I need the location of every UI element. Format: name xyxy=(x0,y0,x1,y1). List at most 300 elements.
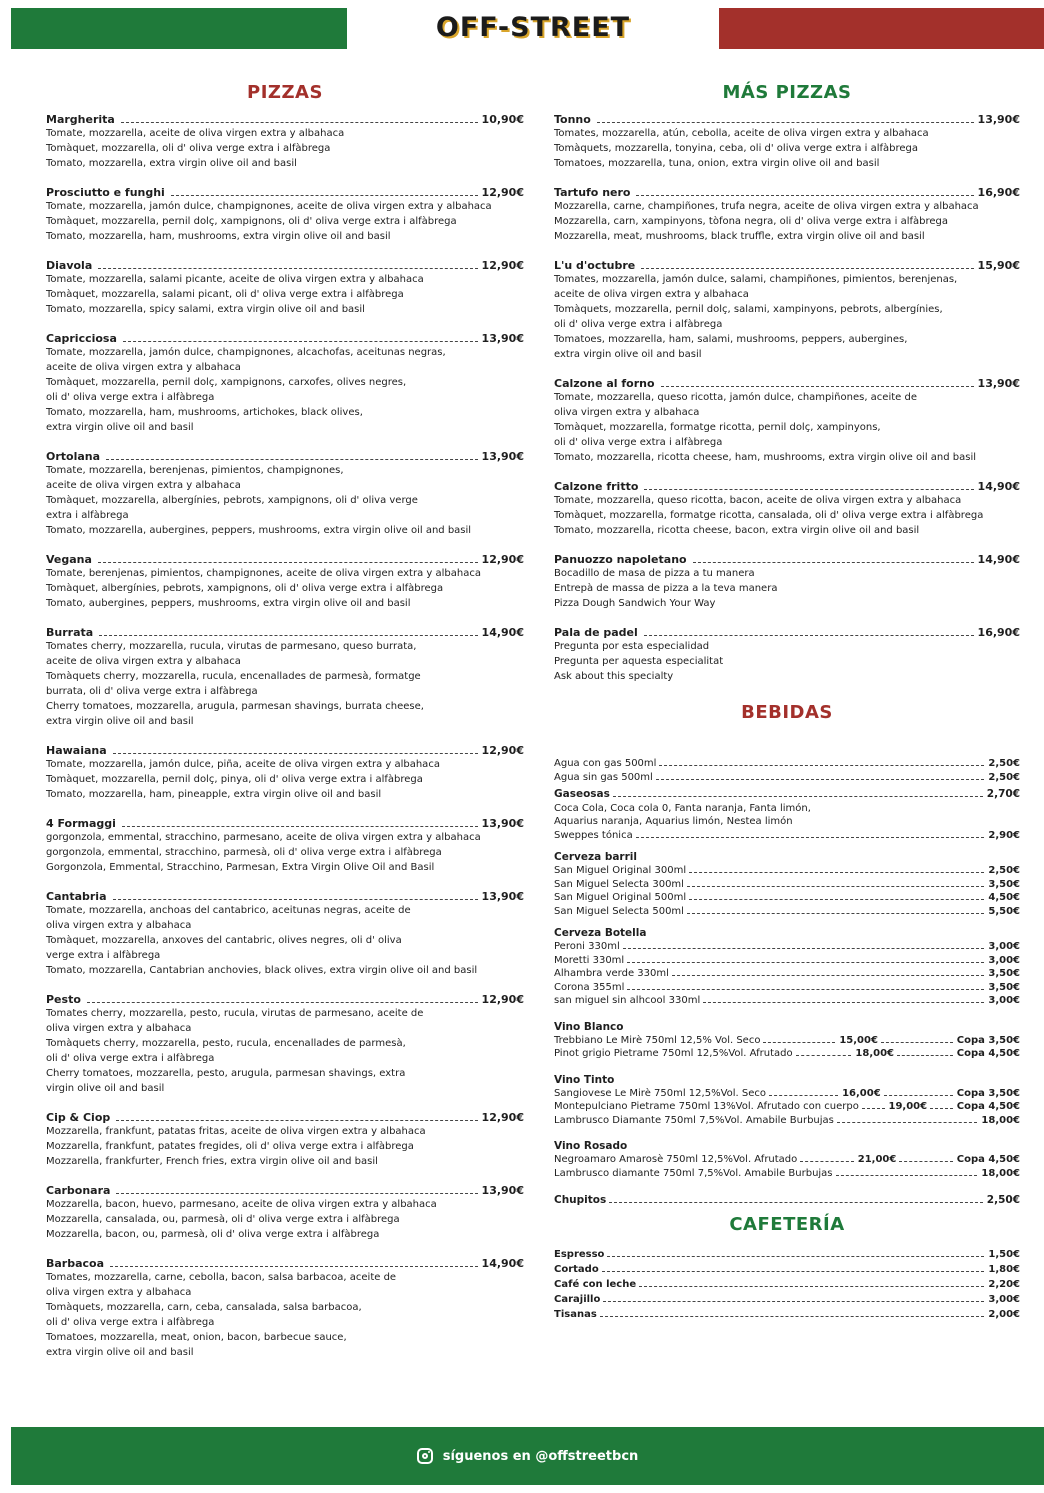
wine-name: Sangiovese Le Mirè 750ml 12,5%Vol. Seco xyxy=(554,1087,767,1099)
dot-leader xyxy=(116,1120,477,1121)
pizza-item xyxy=(46,626,524,729)
group-title: Gaseosas xyxy=(554,788,610,800)
mas-pizzas-list xyxy=(554,113,1020,684)
price-row xyxy=(554,829,1020,843)
dot-leader xyxy=(897,1055,953,1056)
item-header xyxy=(46,186,524,199)
dot-leader xyxy=(171,195,478,196)
price-row xyxy=(554,905,1020,919)
item-header xyxy=(46,1111,524,1124)
cafe-price: 2,20€ xyxy=(988,1278,1020,1290)
item-name: Hawaiana xyxy=(46,744,107,757)
wine-row xyxy=(554,1153,1020,1167)
description-line: extra virgin olive oil and basil xyxy=(46,1347,194,1358)
item-name: Cantabria xyxy=(46,890,107,903)
dot-leader xyxy=(639,1286,984,1287)
item-header xyxy=(554,186,1020,199)
cafe-row xyxy=(554,1292,1020,1307)
dot-leader xyxy=(796,1055,852,1056)
wine-glass-price: Copa 4,50€ xyxy=(956,1048,1021,1059)
description-line: Tomate, berenjenas, pimientos, champignones, aceite de oliva virgen extra y albahaca xyxy=(46,568,481,579)
description-line: Mozzarella, frankfurter, French fries, extra virgin olive oil and basil xyxy=(46,1156,378,1167)
drink-name: Agua sin gas 500ml xyxy=(554,771,653,783)
dot-leader xyxy=(687,913,984,914)
wine-bottle-price: 19,00€ xyxy=(888,1101,928,1112)
description-line: Tomate, mozzarella, anchoas del cantabrico, aceitunas negras, aceite de xyxy=(46,905,411,916)
description-line: Tomàquet, mozzarella, pernil dolç, pinya, oli d' oliva verge extra i alfàbrega xyxy=(46,774,423,785)
description-line: aceite de oliva virgen extra y albahaca xyxy=(554,289,749,300)
cerveza-botella-heading: Cerveza Botella xyxy=(554,927,647,939)
description-line: Cherry tomatoes, mozzarella, arugula, parmesan shavings, burrata cheese, xyxy=(46,701,424,712)
mas-pizza-item xyxy=(554,626,1020,684)
drink-price: 3,50€ xyxy=(988,981,1020,993)
description-line: Tomàquet, mozzarella, salami picant, oli d' oliva verge extra i alfàbrega xyxy=(46,289,404,300)
wine-name: Lambrusco diamante 750ml 7,5%Vol. Amabile Burbujas xyxy=(554,1167,833,1179)
item-description xyxy=(46,830,524,875)
dot-leader xyxy=(613,796,983,797)
description-line: extra i alfàbrega xyxy=(46,510,129,521)
description-line: Mozzarella, carn, xampinyons, tòfona negra, oli d' oliva verge extra i alfàbrega xyxy=(554,216,948,227)
dot-leader xyxy=(659,765,984,766)
item-description xyxy=(46,566,524,611)
pizza-item xyxy=(46,993,524,1096)
brand-logo: OFF-STREET xyxy=(435,12,631,43)
dot-leader xyxy=(87,1002,478,1003)
item-name: Calzone fritto xyxy=(554,480,639,493)
description-line: Tomate, mozzarella, queso ricotta, jamón dulce, champiñones, aceite de xyxy=(554,392,917,403)
cafeteria-heading: CAFETERÍA xyxy=(729,1213,845,1235)
dot-leader xyxy=(837,1122,978,1123)
dot-leader xyxy=(110,1266,478,1267)
dot-leader xyxy=(98,268,477,269)
mas-pizza-item xyxy=(554,377,1020,465)
dot-leader xyxy=(607,1256,984,1257)
description-line: Bocadillo de masa de pizza a tu manera xyxy=(554,568,755,579)
item-header xyxy=(46,744,524,757)
dot-leader xyxy=(106,459,478,460)
pizza-item xyxy=(46,553,524,611)
wine-bottle-price: 16,00€ xyxy=(842,1087,881,1099)
item-name: Carbonara xyxy=(46,1184,111,1197)
description-line: Mozzarella, carne, champiñones, trufa negra, aceite de oliva virgen extra y albahaca xyxy=(554,201,979,212)
description-line: Tomates, mozzarella, jamón dulce, salami, champiñones, pimientos, berenjenas, xyxy=(554,274,958,285)
pizza-item xyxy=(46,1257,524,1360)
item-description xyxy=(46,345,524,435)
item-header xyxy=(46,450,524,463)
instagram-icon[interactable] xyxy=(417,1448,433,1464)
pizza-item xyxy=(46,259,524,317)
item-header xyxy=(554,113,1020,126)
item-name: Calzone al forno xyxy=(554,377,655,390)
item-price: 13,90€ xyxy=(481,817,524,830)
item-price: 14,90€ xyxy=(481,626,524,639)
description-line: Tomato, aubergines, peppers, mushrooms, extra virgin olive oil and basil xyxy=(46,598,411,609)
item-description xyxy=(46,463,524,538)
footer-social-text[interactable]: síguenos en @offstreetbcn xyxy=(442,1448,639,1464)
item-price: 13,90€ xyxy=(977,377,1020,390)
description-line: oli d' oliva verge extra i alfàbrega xyxy=(46,1053,215,1064)
drink-name: San Miguel Original 500ml xyxy=(554,892,687,903)
wine-name: Montepulciano Pietrame 750ml 13%Vol. Afrutado con cuerpo xyxy=(554,1101,859,1112)
wine-glass-price: Copa 3,50€ xyxy=(956,1087,1020,1099)
wine-row xyxy=(554,1100,1020,1114)
cafe-row xyxy=(554,1307,1020,1322)
item-price: 13,90€ xyxy=(481,890,524,903)
description-line: oli d' oliva verge extra i alfàbrega xyxy=(46,1317,215,1328)
item-description xyxy=(554,199,1020,244)
cafe-name: Tisanas xyxy=(554,1308,597,1320)
description-line: Tomàquets cherry, mozzarella, pesto, rucula, encenallades de parmesà, xyxy=(46,1038,406,1049)
mas-pizza-item xyxy=(554,186,1020,244)
item-price: 13,90€ xyxy=(481,1184,524,1197)
price-row xyxy=(554,771,1020,785)
item-description xyxy=(46,757,524,802)
item-name: Tartufo nero xyxy=(554,186,631,199)
drink-price: 2,50€ xyxy=(988,758,1020,769)
item-header xyxy=(46,626,524,639)
wine-name: Trebbiano Le Mirè 750ml 12,5% Vol. Seco xyxy=(554,1034,761,1046)
item-description xyxy=(46,126,524,171)
description-line: aceite de oliva virgen extra y albahaca xyxy=(46,362,241,373)
bebidas-heading: BEBIDAS xyxy=(741,702,833,723)
price-row xyxy=(554,981,1020,995)
dot-leader xyxy=(113,899,478,900)
wine-bottle-price: 15,00€ xyxy=(839,1034,878,1046)
drink-name: Alhambra verde 330ml xyxy=(554,968,669,979)
description-line: verge extra i alfàbrega xyxy=(46,950,161,961)
item-header xyxy=(554,259,1020,272)
description-line: Tomàquet, mozzarella, pernil dolç, xampignons, carxofes, olives negres, xyxy=(46,377,407,388)
item-price: 14,90€ xyxy=(977,480,1020,493)
pizzas-heading: PIZZAS xyxy=(247,82,323,103)
price-row xyxy=(554,994,1020,1008)
drink-price: 2,50€ xyxy=(986,1194,1020,1206)
dot-leader xyxy=(609,1202,983,1203)
dot-leader xyxy=(836,1175,978,1176)
description-line: burrata, oli d' oliva verge extra i alfàbrega xyxy=(46,686,258,697)
item-description xyxy=(554,390,1020,465)
dot-leader xyxy=(800,1161,853,1162)
item-description xyxy=(554,639,1020,684)
description-line: Tomàquet, mozzarella, formatge ricotta, cansalada, oli d' oliva verge extra i alfàbrega xyxy=(554,510,984,521)
dot-leader xyxy=(763,1042,835,1043)
description-line: oli d' oliva verge extra i alfàbrega xyxy=(554,319,723,330)
item-price: 12,90€ xyxy=(481,1111,524,1124)
pizza-item xyxy=(46,113,524,171)
item-header xyxy=(46,332,524,345)
item-name: Pala de padel xyxy=(554,626,638,639)
description-line: Tomàquet, mozzarella, oli d' oliva verge extra i alfàbrega xyxy=(46,143,331,154)
mas-pizza-item xyxy=(554,113,1020,171)
bebidas-list xyxy=(554,757,1020,1208)
price-row xyxy=(554,940,1020,954)
description-line: aceite de oliva virgen extra y albahaca xyxy=(46,480,241,491)
dot-leader xyxy=(602,1271,985,1272)
item-price: 12,90€ xyxy=(481,553,524,566)
cafe-price: 3,00€ xyxy=(988,1293,1020,1305)
description-line: Tomate, mozzarella, queso ricotta, bacon, aceite de oliva virgen extra y albahaca xyxy=(554,495,962,506)
cafe-price: 2,00€ xyxy=(988,1308,1020,1320)
dot-leader xyxy=(121,122,478,123)
wine-bottle-price: 18,00€ xyxy=(855,1048,894,1059)
group-price: 2,70€ xyxy=(986,788,1020,800)
item-price: 14,90€ xyxy=(481,1257,524,1270)
description-line: Tomatoes, mozzarella, meat, onion, bacon, barbecue sauce, xyxy=(46,1332,347,1343)
dot-leader xyxy=(600,1316,985,1317)
item-name: Pesto xyxy=(46,993,81,1006)
pizzas-column xyxy=(46,82,524,1375)
description-line: extra virgin olive oil and basil xyxy=(46,422,194,433)
item-price: 13,90€ xyxy=(481,332,524,345)
description-line: Tomate, mozzarella, aceite de oliva virgen extra y albahaca xyxy=(46,128,345,139)
wine-bottle-price: 18,00€ xyxy=(981,1114,1020,1126)
pizza-item xyxy=(46,1111,524,1169)
drink-name: san miguel sin alhcool 330ml xyxy=(554,995,701,1006)
item-header xyxy=(46,113,524,126)
dot-leader xyxy=(862,1108,885,1109)
chupitos-row xyxy=(554,1194,1020,1208)
dot-leader xyxy=(881,1042,953,1043)
description-line: Tomàquets, mozzarella, tonyina, ceba, oli d' oliva verge extra i alfàbrega xyxy=(554,143,918,154)
drink-name: San Miguel Selecta 500ml xyxy=(554,905,684,917)
description-line: Tomate, mozzarella, salami picante, aceite de oliva virgen extra y albahaca xyxy=(46,274,424,285)
description-line: Tomato, mozzarella, spicy salami, extra virgin olive oil and basil xyxy=(46,304,365,315)
item-name: Cip & Ciop xyxy=(46,1111,111,1124)
dot-leader xyxy=(644,635,974,636)
description-line: Pregunta por esta especialidad xyxy=(554,641,710,652)
item-name: L'u d'octubre xyxy=(554,259,636,272)
description-line: Cherry tomatoes, mozzarella, pesto, arugula, parmesan shavings, extra xyxy=(46,1068,406,1079)
description-line: oliva virgen extra y albahaca xyxy=(46,1287,192,1298)
drink-price: 5,50€ xyxy=(988,905,1020,917)
item-price: 12,90€ xyxy=(481,993,524,1006)
wine-row xyxy=(554,1087,1020,1101)
description-line: Tomates, mozzarella, atún, cebolla, aceite de oliva virgen extra y albahaca xyxy=(554,128,929,139)
item-description xyxy=(46,199,524,244)
cafe-price: 1,80€ xyxy=(988,1263,1020,1275)
pizza-item xyxy=(46,744,524,802)
item-name: Margherita xyxy=(46,113,115,126)
description-line: Entrepà de massa de pizza a la teva manera xyxy=(554,583,778,594)
description-line: virgin olive oil and basil xyxy=(46,1083,165,1094)
item-header xyxy=(554,553,1020,566)
drink-price: 2,50€ xyxy=(988,771,1020,783)
item-name: Panuozzo napoletano xyxy=(554,553,687,566)
description-line: Tomates, mozzarella, carne, cebolla, bacon, salsa barbacoa, aceite de xyxy=(46,1272,397,1283)
drink-name: Agua con gas 500ml xyxy=(554,758,657,769)
wine-bottle-price: 18,00€ xyxy=(981,1167,1020,1179)
item-header xyxy=(46,553,524,566)
item-price: 16,90€ xyxy=(977,186,1020,199)
description-line: extra virgin olive oil and basil xyxy=(46,716,194,727)
cafe-name: Cortado xyxy=(554,1263,599,1275)
description-line: Tomatoes, mozzarella, tuna, onion, extra virgin olive oil and basil xyxy=(554,158,880,169)
wine-row xyxy=(554,1034,1020,1048)
dot-leader xyxy=(693,562,974,563)
description-line: Ask about this specialty xyxy=(554,671,674,682)
right-column xyxy=(554,82,1020,1322)
price-row xyxy=(554,757,1020,771)
cafe-name: Espresso xyxy=(554,1248,605,1260)
footer-bar xyxy=(11,1427,1044,1485)
wine-name: Negroamaro Amarosè 750ml 12,5%Vol. Afrutado xyxy=(554,1154,798,1165)
wine-glass-price: Copa 4,50€ xyxy=(956,1101,1021,1112)
item-name: Capricciosa xyxy=(46,332,117,345)
mas-pizza-item xyxy=(554,480,1020,538)
item-header xyxy=(554,480,1020,493)
description-line: Tomàquets, mozzarella, pernil dolç, salami, xampinyons, pebrots, albergínies, xyxy=(554,304,943,315)
description-line: Tomato, mozzarella, extra virgin olive oil and basil xyxy=(46,158,297,169)
dot-leader xyxy=(899,1161,952,1162)
item-price: 12,90€ xyxy=(481,744,524,757)
description-line: oliva virgen extra y albahaca xyxy=(554,407,700,418)
pizza-item xyxy=(46,332,524,435)
price-row xyxy=(554,967,1020,981)
item-price: 13,90€ xyxy=(481,450,524,463)
drink-name: San Miguel Selecta 300ml xyxy=(554,878,684,890)
description-line: Tomato, mozzarella, ricotta cheese, bacon, extra virgin olive oil and basil xyxy=(554,525,920,536)
cafe-name: Carajillo xyxy=(554,1293,601,1305)
dot-leader xyxy=(623,948,985,949)
description-line: Tomates cherry, mozzarella, pesto, rucula, virutas de parmesano, aceite de xyxy=(46,1008,424,1019)
drink-price: 2,50€ xyxy=(988,865,1020,876)
dot-leader xyxy=(661,386,974,387)
pizza-item xyxy=(46,450,524,538)
dot-leader xyxy=(689,899,984,900)
cafe-name: Café con leche xyxy=(554,1278,637,1290)
drink-name: Peroni 330ml xyxy=(554,941,620,952)
dot-leader xyxy=(597,122,974,123)
description-line: Mozzarella, bacon, huevo, parmesano, aceite de oliva virgen extra y albahaca xyxy=(46,1199,437,1210)
item-price: 12,90€ xyxy=(481,259,524,272)
pizza-item xyxy=(46,1184,524,1242)
cafe-row xyxy=(554,1262,1020,1277)
pizza-item xyxy=(46,186,524,244)
description-line: Tomatoes, mozzarella, ham, salami, mushrooms, peppers, aubergines, xyxy=(554,334,908,345)
dot-leader xyxy=(636,195,973,196)
pizzas-list xyxy=(46,113,524,1360)
drink-name: San Miguel Original 300ml xyxy=(554,865,687,876)
cafe-row xyxy=(554,1247,1020,1262)
wine-bottle-price: 21,00€ xyxy=(857,1154,897,1165)
mas-pizza-item xyxy=(554,553,1020,611)
price-row xyxy=(554,878,1020,892)
drink-price: 4,50€ xyxy=(988,892,1020,903)
dot-leader xyxy=(627,962,984,963)
dot-leader xyxy=(687,886,984,887)
description-line: Tomàquet, mozzarella, anxoves del cantabric, olives negres, oli d' oliva xyxy=(46,935,402,946)
drink-price: 3,50€ xyxy=(988,878,1020,890)
price-row xyxy=(554,954,1020,968)
item-description xyxy=(46,903,524,978)
description-line: Tomates cherry, mozzarella, rucula, virutas de parmesano, queso burrata, xyxy=(46,641,417,652)
drink-name: Chupitos xyxy=(554,1194,607,1206)
cafeteria-list xyxy=(554,1247,1020,1322)
gaseosas-header xyxy=(554,788,1020,802)
dot-leader xyxy=(113,753,478,754)
description-line: oli d' oliva verge extra i alfàbrega xyxy=(46,392,215,403)
description-line: Mozzarella, bacon, ou, parmesà, oli d' oliva verge extra i alfàbrega xyxy=(46,1229,380,1240)
item-description xyxy=(554,126,1020,171)
drink-name: Sweppes tónica xyxy=(554,829,633,841)
item-header xyxy=(46,817,524,830)
dot-leader xyxy=(99,635,477,636)
drink-name: Corona 355ml xyxy=(554,981,625,993)
item-description xyxy=(46,639,524,729)
drink-price: 3,00€ xyxy=(988,954,1020,966)
wine-row xyxy=(554,1114,1020,1128)
wine-glass-price: Copa 4,50€ xyxy=(956,1154,1021,1165)
dot-leader xyxy=(930,1108,953,1109)
vino-blanco-heading: Vino Blanco xyxy=(554,1020,624,1033)
dot-leader xyxy=(672,975,984,976)
item-price: 16,90€ xyxy=(977,626,1020,639)
description-line: Mozzarella, cansalada, ou, parmesà, oli d' oliva verge extra i alfàbrega xyxy=(46,1214,400,1225)
item-description xyxy=(46,1197,524,1242)
item-header xyxy=(46,890,524,903)
description-line: Gorgonzola, Emmental, Stracchino, Parmesan, Extra Virgin Olive Oil and Basil xyxy=(46,862,435,873)
dot-leader xyxy=(636,837,985,838)
description-line: Tomato, mozzarella, ham, mushrooms, extra virgin olive oil and basil xyxy=(46,231,391,242)
drink-price: 3,50€ xyxy=(988,968,1020,979)
price-row xyxy=(554,864,1020,878)
wine-name: Pinot grigio Pietrame 750ml 12,5%Vol. Afrutado xyxy=(554,1048,793,1059)
item-name: Tonno xyxy=(554,113,591,126)
dot-leader xyxy=(769,1095,838,1096)
item-name: Barbacoa xyxy=(46,1257,105,1270)
item-name: 4 Formaggi xyxy=(46,817,116,830)
item-header xyxy=(46,259,524,272)
mas-pizzas-heading: MÁS PIZZAS xyxy=(722,82,852,103)
dot-leader xyxy=(116,1193,477,1194)
header-red-band xyxy=(719,8,1044,49)
item-description xyxy=(554,566,1020,611)
dot-leader xyxy=(656,779,985,780)
description-line: extra virgin olive oil and basil xyxy=(554,349,702,360)
description-line: Mozzarella, frankfunt, patatas fritas, aceite de oliva virgen extra y albahaca xyxy=(46,1126,426,1137)
item-description xyxy=(554,272,1020,362)
item-description xyxy=(46,272,524,317)
description-line: Pizza Dough Sandwich Your Way xyxy=(554,598,716,609)
description-line: Tomàquet, mozzarella, formatge ricotta, pernil dolç, xampinyons, xyxy=(554,422,881,433)
item-name: Burrata xyxy=(46,626,94,639)
dot-leader xyxy=(603,1301,984,1302)
description-line: Tomate, mozzarella, berenjenas, pimientos, champignones, xyxy=(46,465,344,476)
description-line: aceite de oliva virgen extra y albahaca xyxy=(46,656,241,667)
description-line: Tomàquets cherry, mozzarella, rucula, encenallades de parmesà, formatge xyxy=(46,671,421,682)
description-line: gorgonzola, emmental, stracchino, parmesano, aceite de oliva virgen extra y albahaca xyxy=(46,832,481,843)
description-line: Tomate, mozzarella, jamón dulce, piña, aceite de oliva virgen extra y albahaca xyxy=(46,759,440,770)
description-line: Tomàquets, mozzarella, carn, ceba, cansalada, salsa barbacoa, xyxy=(46,1302,362,1313)
item-header xyxy=(554,626,1020,639)
drink-name: Moretti 330ml xyxy=(554,954,625,966)
item-name: Diavola xyxy=(46,259,93,272)
description-line: Mozzarella, frankfunt, patates fregides, oli d' oliva verge extra i alfàbrega xyxy=(46,1141,414,1152)
description-line: Mozzarella, meat, mushrooms, black truffle, extra virgin olive oil and basil xyxy=(554,231,925,242)
dot-leader xyxy=(122,826,478,827)
wine-row xyxy=(554,1047,1020,1061)
item-header xyxy=(46,1257,524,1270)
item-name: Vegana xyxy=(46,553,92,566)
dot-leader xyxy=(641,268,973,269)
item-description xyxy=(46,1006,524,1096)
item-name: Ortolana xyxy=(46,450,101,463)
item-price: 15,90€ xyxy=(977,259,1020,272)
item-price: 10,90€ xyxy=(481,113,524,126)
item-header xyxy=(46,1184,524,1197)
description-line: gorgonzola, emmental, stracchino, parmesà, oli d' oliva verge extra i alfàbrega xyxy=(46,847,442,858)
item-price: 13,90€ xyxy=(977,113,1020,126)
